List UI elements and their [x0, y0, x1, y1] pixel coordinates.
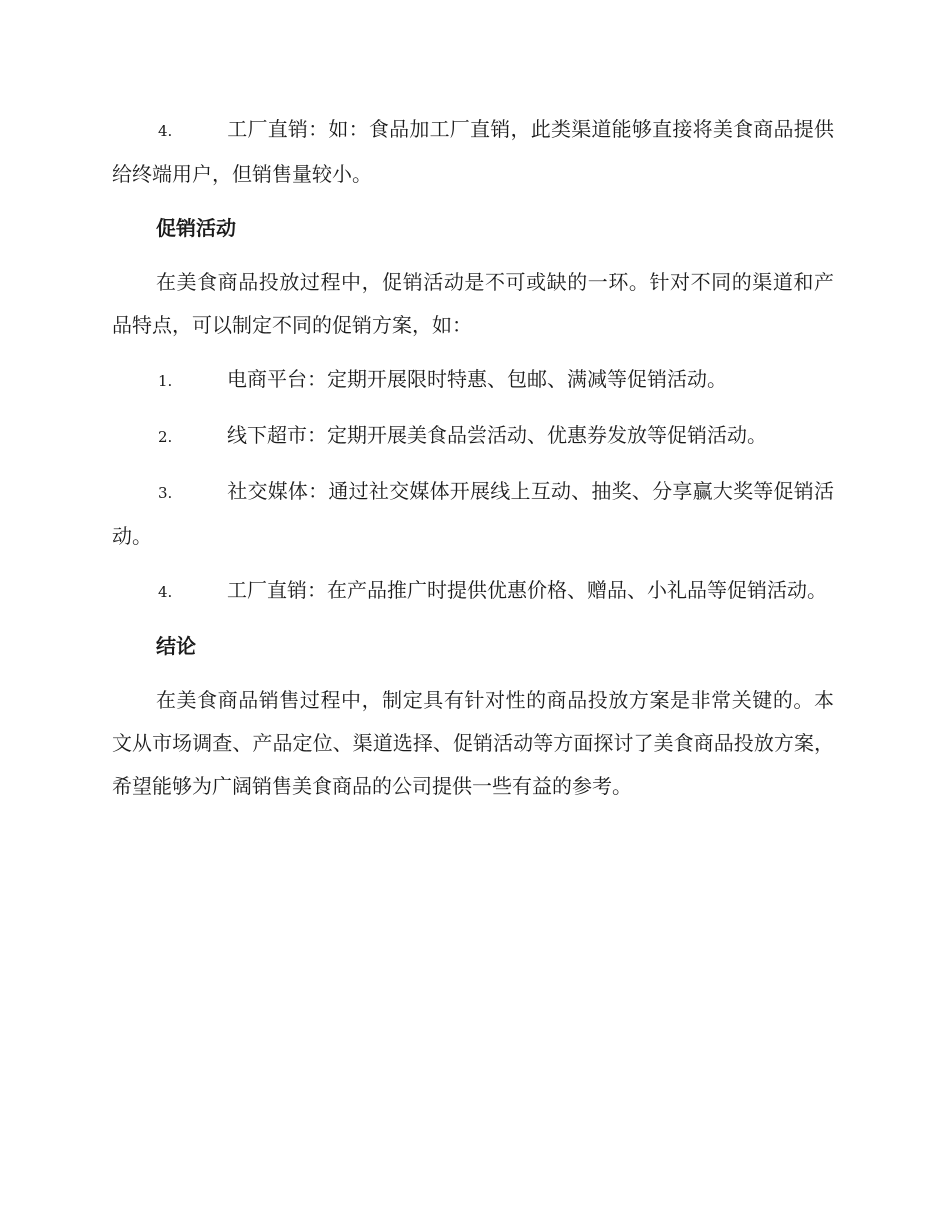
section-heading-conclusion: 结论 — [156, 634, 196, 658]
list-item-text: 社交媒体：通过社交媒体开展线上互动、抽奖、分享赢大奖等促销活动。 — [112, 479, 834, 548]
list-item-number: 1. — [158, 372, 173, 390]
list-item-number: 2. — [158, 428, 173, 446]
list-item-factory-channel — [112, 108, 834, 196]
list-item-promo-factory — [112, 569, 834, 614]
section-heading-promotion: 促销活动 — [156, 216, 236, 240]
list-item-text: 线下超市：定期开展美食品尝活动、优惠券发放等促销活动。 — [227, 423, 767, 447]
document-page — [112, 108, 834, 819]
list-item-promo-social-media — [112, 470, 834, 558]
list-item-text: 工厂直销：在产品推广时提供优惠价格、赠品、小礼品等促销活动。 — [227, 578, 827, 602]
promotion-intro-paragraph: 在美食商品投放过程中，促销活动是不可或缺的一环。针对不同的渠道和产品特点，可以制定不同的促销方案，如： — [112, 270, 834, 337]
list-item-text: 工厂直销：如：食品加工厂直销，此类渠道能够直接将美食商品提供给终端用户，但销售量较小。 — [112, 117, 834, 186]
list-item-promo-supermarket — [112, 414, 834, 459]
conclusion-paragraph: 在美食商品销售过程中，制定具有针对性的商品投放方案是非常关键的。本文从市场调查、产品定位、渠道选择、促销活动等方面探讨了美食商品投放方案，希望能够为广阔销售美食商品的公司提供一些有益的参考。 — [112, 688, 834, 798]
list-item-number: 4. — [158, 583, 173, 601]
list-item-number: 4. — [158, 122, 173, 140]
list-item-text: 电商平台：定期开展限时特惠、包邮、满减等促销活动。 — [227, 367, 727, 391]
list-item-number: 3. — [158, 484, 173, 502]
list-item-promo-ecommerce — [112, 358, 834, 403]
